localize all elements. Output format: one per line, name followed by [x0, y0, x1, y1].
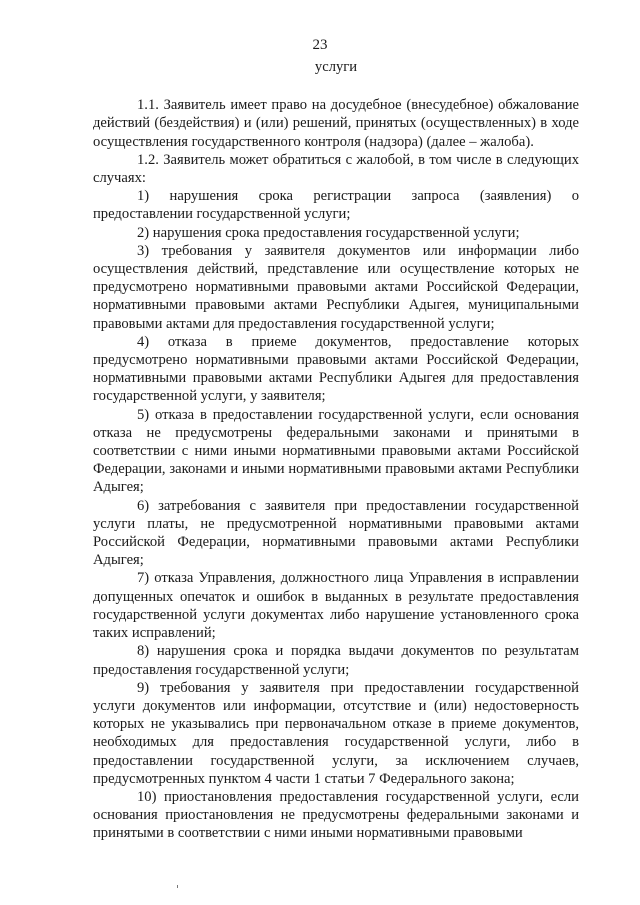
paragraph-1-1: 1.1. Заявитель имеет право на досудебное (внесудебное) обжалование действий (бездействия) и (или) решений, принятых (осуществленных) в ходе осуществления государственного контроля (надзора) (далее – жалоба). — [93, 97, 579, 150]
list-item-8: 8) нарушения срока и порядка выдачи документов по результатам предоставления государственной услуги; — [93, 643, 579, 678]
list-item-7: 7) отказа Управления, должностного лица Управления в исправлении допущенных опечаток и ошибок в выданных в результате предоставления государственной услуги документах либо нарушение установленного срока таких исправлений; — [93, 570, 579, 642]
continued-line: услуги — [314, 59, 358, 75]
list-item-5: 5) отказа в предоставлении государственной услуги, если основания отказа не предусмотрены федеральными законами и принятыми в соответствии с ними иными нормативными правовыми актами Российской Федерации, законами и иными нормативными правовыми актами Республики Адыгея; — [93, 406, 579, 496]
list-item-1: 1) нарушения срока регистрации запроса (заявления) о предоставлении государственной услуги; — [93, 188, 579, 223]
list-item-4: 4) отказа в приеме документов, предоставление которых предусмотрено нормативными правовыми актами Российской Федерации, нормативными правовыми актами Республики Адыгея для предоставления государственной услуги, у заявителя; — [93, 333, 579, 405]
document-body — [93, 58, 579, 843]
list-item-2: 2) нарушения срока предоставления государственной услуги; — [137, 224, 520, 241]
scan-speck — [177, 885, 178, 888]
list-item-6: 6) затребования с заявителя при предоставлении государственной услуги платы, не предусмотренной нормативными правовыми актами Российской Федерации, нормативными правовыми актами Республики Адыгея; — [93, 497, 579, 569]
paragraph-1-2: 1.2. Заявитель может обратиться с жалобой, в том числе в следующих случаях: — [93, 151, 579, 187]
page-number: 23 — [312, 37, 328, 53]
list-item-3: 3) требования у заявителя документов или информации либо осуществления действий, представление или осуществление которых не предусмотрено нормативными правовыми актами Российской Федерации, нормативными правовыми актами Республики Адыгея, муниципальными правовыми актами для предоставления государственной услуги; — [93, 242, 579, 332]
list-item-9: 9) требования у заявителя при предоставлении государственной услуги документов или информации, отсутствие и (или) недостоверность которых не указывались при первоначальном отказе в приеме документов, необходимых для предоставления государственной услуги, либо в предоставлении государственной услуги, за исключением случаев, предусмотренных пунктом 4 части 1 статьи 7 Федерального закона; — [93, 679, 579, 787]
list-item-10: 10) приостановления предоставления государственной услуги, если основания приостановления не предусмотрены федеральными законами и принятыми в соответствии с ними иными нормативными правовыми — [93, 788, 579, 842]
